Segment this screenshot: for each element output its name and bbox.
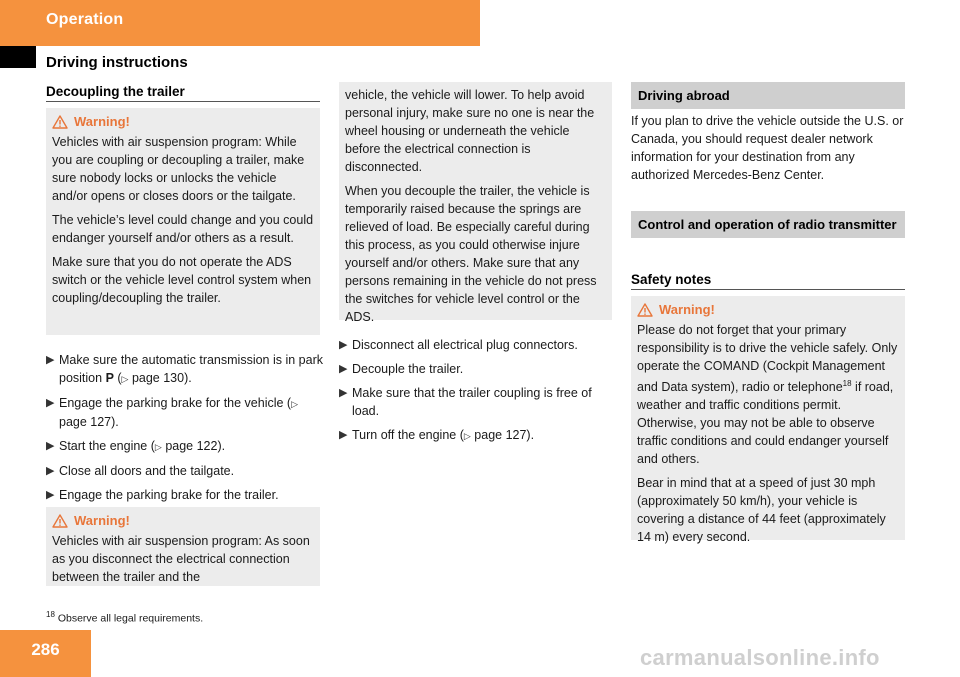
warning-title: Warning! bbox=[74, 114, 130, 129]
warning-paragraph: Please do not forget that your primary responsibility is to drive the vehicle safely. Only operate the COMAND (Cockpit Management and Data system), radio or telephone$^{18}$ if road, weather and traffic conditions permit. Otherwise, you may not be able to observe traffic conditions and could endanger yourself and others. bbox=[637, 323, 898, 467]
warning-triangle-icon bbox=[52, 514, 68, 528]
heading-rule bbox=[631, 289, 905, 290]
warning-paragraph: Vehicles with air suspension program: As soon as you disconnect the electrical connection between the trailer and the bbox=[52, 534, 310, 584]
footnote bbox=[46, 610, 203, 625]
arrow-right-icon: ▶ bbox=[46, 465, 55, 477]
warning-paragraph: Make sure that you do not operate the ADS switch or the vehicle level control system when coupling/decoupling the trailer. bbox=[52, 255, 312, 305]
warning-paragraph: When you decouple the trailer, the vehicle is temporarily raised because the springs are relieved of load. Be especially careful during this process, as you could otherwise injure yourself and/or others. Make sure that any persons remaining in the vehicle do not press the switches for vehicle level control or the ADS. bbox=[345, 184, 597, 324]
driving-abroad-text: If you plan to drive the vehicle outside the U.S. or Canada, you should request dealer network information for your destination from any authorized Mercedes-Benz Center. bbox=[631, 114, 904, 182]
section-title: Operation bbox=[46, 11, 124, 28]
heading-decoupling: Decoupling the trailer bbox=[46, 84, 185, 99]
page-number: 286 bbox=[31, 640, 60, 659]
arrow-right-icon: ▶ bbox=[339, 339, 348, 351]
heading-radio-transmitter: Control and operation of radio transmitter bbox=[631, 211, 905, 238]
warning-heading bbox=[52, 114, 314, 129]
reference-triangle-icon: ▷ bbox=[291, 399, 299, 409]
list-item: ▶ Engage the parking brake for the vehicle (▷ page 127). bbox=[46, 396, 299, 429]
arrow-right-icon: ▶ bbox=[46, 397, 55, 409]
warning-box-3 bbox=[631, 296, 905, 545]
reference-triangle-icon: ▷ bbox=[121, 374, 129, 384]
list-item: ▶ Disconnect all electrical plug connectors. bbox=[339, 338, 578, 352]
heading-rule bbox=[46, 101, 320, 102]
warning-triangle-icon bbox=[52, 115, 68, 129]
list-item: ▶ Make sure the automatic transmission is in park position P (▷ page 130). bbox=[46, 353, 323, 385]
footnote-number: 18 bbox=[46, 610, 55, 619]
list-item: ▶ Start the engine (▷ page 122). bbox=[46, 439, 226, 453]
arrow-right-icon: ▶ bbox=[339, 387, 348, 399]
warning-title: Warning! bbox=[659, 302, 715, 317]
warning-paragraph: The vehicle’s level could change and you could endanger yourself and/or others as a result. bbox=[52, 213, 314, 245]
steps-list-1 bbox=[46, 351, 326, 510]
heading-safety-notes: Safety notes bbox=[631, 272, 712, 287]
subsection-title: Driving instructions bbox=[46, 54, 188, 71]
warning-heading bbox=[637, 302, 899, 317]
list-item: ▶ Make sure that the trailer coupling is free of load. bbox=[339, 386, 592, 418]
heading-driving-abroad: Driving abroad bbox=[631, 82, 905, 109]
warning-box-continued bbox=[339, 82, 612, 324]
warning-paragraph: vehicle, the vehicle will lower. To help avoid personal injury, make sure no one is near the wheel housing or underneath the vehicle before the electrical connection is disconnected. bbox=[345, 88, 595, 174]
list-item: ▶ Turn off the engine (▷ page 127). bbox=[339, 428, 535, 442]
warning-box-2 bbox=[46, 507, 320, 586]
arrow-right-icon: ▶ bbox=[46, 489, 55, 501]
footnote-ref: 18 bbox=[842, 379, 852, 388]
arrow-right-icon: ▶ bbox=[46, 354, 55, 366]
reference-triangle-icon: ▷ bbox=[463, 431, 471, 441]
list-item: ▶ Decouple the trailer. bbox=[339, 362, 464, 376]
warning-heading bbox=[52, 513, 314, 528]
footnote-text: Observe all legal requirements. bbox=[54, 612, 204, 625]
warning-triangle-icon bbox=[637, 303, 653, 317]
steps-list-2 bbox=[339, 336, 614, 451]
warning-box-1 bbox=[46, 108, 320, 335]
warning-paragraph: Vehicles with air suspension program: While you are coupling or decoupling a trailer, make sure nobody locks or unlocks the vehicle and/or opens or closes doors or the tailgate. bbox=[52, 135, 305, 203]
reference-triangle-icon: ▷ bbox=[154, 442, 162, 452]
warning-title: Warning! bbox=[74, 513, 130, 528]
arrow-right-icon: ▶ bbox=[339, 363, 348, 375]
arrow-right-icon: ▶ bbox=[339, 429, 348, 441]
header-marker bbox=[0, 46, 36, 68]
warning-paragraph: Bear in mind that at a speed of just 30 mph (approximately 50 km/h), your vehicle is covering a distance of 44 feet (approximately 14 m) every second. bbox=[637, 476, 886, 545]
list-item: ▶ Close all doors and the tailgate. bbox=[46, 464, 235, 478]
watermark: carmanualsonline.info bbox=[640, 645, 880, 670]
arrow-right-icon: ▶ bbox=[46, 440, 55, 452]
list-item: ▶ Engage the parking brake for the trailer. bbox=[46, 488, 279, 502]
